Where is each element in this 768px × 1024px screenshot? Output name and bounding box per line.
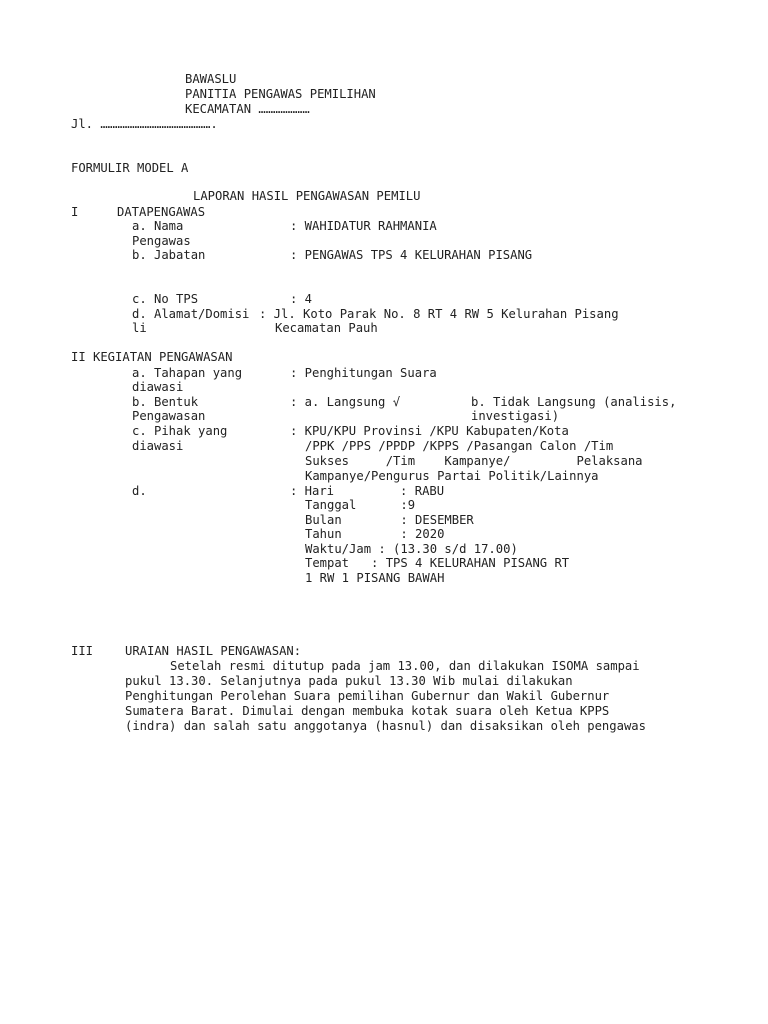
section3-heading: URAIAN HASIL PENGAWASAN: (125, 644, 302, 658)
uraian-line-3: Penghitungan Perolehan Suara pemilihan Gubernur dan Wakil Gubernur (125, 689, 610, 703)
org-name: BAWASLU (185, 72, 237, 86)
bentuk-value-tidak-langsung-cont: investigasi) (471, 409, 560, 423)
form-model: FORMULIR MODEL A (71, 161, 189, 175)
jabatan-label: b. Jabatan (132, 248, 206, 262)
bulan-value: Bulan : DESEMBER (305, 513, 474, 527)
pihak-value-2: /PPK /PPS /PPDP /KPPS /Pasangan Calon /Tim (305, 439, 614, 453)
alamat-value-cont: Kecamatan Pauh (275, 321, 378, 335)
district-name: KECAMATAN ………………… (185, 102, 310, 116)
section1-heading: DATAPENGAWAS (117, 205, 206, 219)
nama-value: : WAHIDATUR RAHMANIA (290, 219, 437, 233)
tempat-value-cont: 1 RW 1 PISANG BAWAH (305, 571, 445, 585)
jabatan-value: : PENGAWAS TPS 4 KELURAHAN PISANG (290, 248, 533, 262)
bentuk-label: b. Bentuk (132, 395, 199, 409)
uraian-line-1: Setelah resmi ditutup pada jam 13.00, dan dilakukan ISOMA sampai (170, 659, 640, 673)
d-label: d. (132, 484, 147, 498)
pihak-value-1: : KPU/KPU Provinsi /KPU Kabupaten/Kota (290, 424, 569, 438)
bentuk-value-langsung: : a. Langsung √ (290, 395, 401, 409)
uraian-line-5: (indra) dan salah satu anggotanya (hasnul) dan disaksikan oleh pengawas (125, 719, 646, 733)
nama-label-cont: Pengawas (132, 234, 191, 248)
tps-label: c. No TPS (132, 292, 199, 306)
section2-heading: II KEGIATAN PENGAWASAN (71, 350, 233, 364)
pihak-value-3: Sukses /Tim Kampanye/ Pelaksana (305, 454, 643, 468)
section3-number: III (71, 644, 94, 658)
alamat-label: d. Alamat/Domisi (132, 307, 250, 321)
alamat-label-cont: li (132, 321, 147, 335)
report-title: LAPORAN HASIL PENGAWASAN PEMILU (193, 189, 421, 203)
address-line: Jl. ………………………………………. (71, 117, 218, 131)
nama-label: a. Nama (132, 219, 184, 233)
tahapan-value: : Penghitungan Suara (290, 366, 437, 380)
uraian-line-2: pukul 13.30. Selanjutnya pada pukul 13.30 Wib mulai dilakukan (125, 674, 573, 688)
bentuk-value-tidak-langsung: b. Tidak Langsung (analisis, (471, 395, 677, 409)
tahapan-label: a. Tahapan yang (132, 366, 243, 380)
tps-value: : 4 (290, 292, 313, 306)
bentuk-label-cont: Pengawasan (132, 409, 206, 423)
pihak-label-cont: diawasi (132, 439, 184, 453)
pihak-value-4: Kampanye/Pengurus Partai Politik/Lainnya (305, 469, 599, 483)
section1-number: I (71, 205, 79, 219)
alamat-value: : Jl. Koto Parak No. 8 RT 4 RW 5 Kelurahan Pisang (259, 307, 619, 321)
waktu-value: Waktu/Jam : (13.30 s/d 17.00) (305, 542, 518, 556)
tahun-value: Tahun : 2020 (305, 527, 445, 541)
pihak-label: c. Pihak yang (132, 424, 228, 438)
committee-name: PANITIA PENGAWAS PEMILIHAN (185, 87, 376, 101)
tanggal-value: Tanggal :9 (305, 498, 416, 512)
tahapan-label-cont: diawasi (132, 380, 184, 394)
uraian-line-4: Sumatera Barat. Dimulai dengan membuka kotak suara oleh Ketua KPPS (125, 704, 610, 718)
hari-value: : Hari : RABU (290, 484, 445, 498)
tempat-value: Tempat : TPS 4 KELURAHAN PISANG RT (305, 556, 570, 570)
